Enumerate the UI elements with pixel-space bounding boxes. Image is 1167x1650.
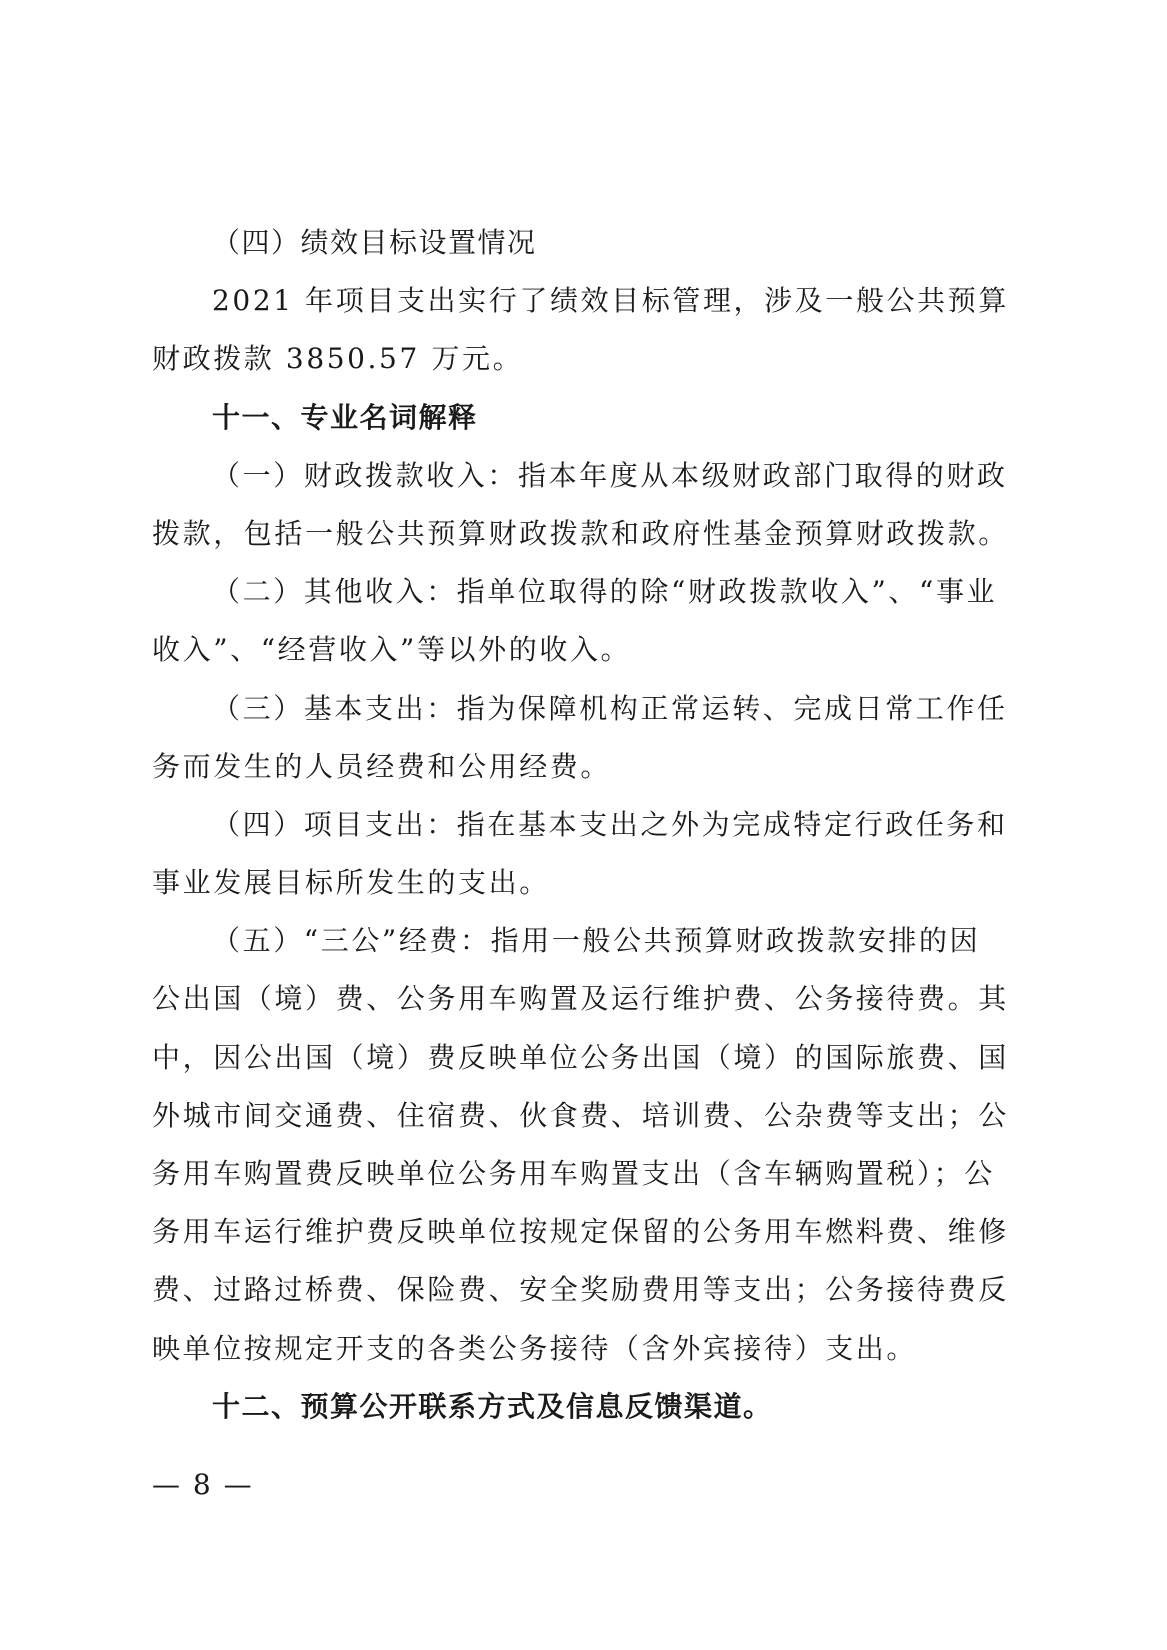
paragraph-line: 2021 年项目支出实行了绩效目标管理，涉及一般公共预算 <box>212 284 1009 318</box>
section-heading-performance-goals: （四）绩效目标设置情况 <box>212 226 537 259</box>
document-body <box>152 214 1022 1436</box>
paragraph-line: 务用车购置费反映单位公务用车购置支出（含车辆购置税）；公 <box>152 1157 995 1190</box>
paragraph-line: 拨款，包括一般公共预算财政拨款和政府性基金预算财政拨款。 <box>152 516 1009 550</box>
paragraph-line: （二）其他收入：指单位取得的除“财政拨款收入”、“事业 <box>212 575 998 609</box>
definition-project-expenditure <box>152 796 1022 912</box>
paragraph-line: 映单位按规定开支的各类公务接待（含外宾接待）支出。 <box>152 1331 918 1365</box>
paragraph-line: 外城市间交通费、住宿费、伙食费、培训费、公杂费等支出；公 <box>152 1098 1009 1132</box>
definition-basic-expenditure <box>152 680 1022 796</box>
paragraph-line: 收入”、“经营收入”等以外的收入。 <box>152 633 632 667</box>
definition-three-public-expenses <box>152 912 1022 1378</box>
paragraph-line: （三）基本支出：指为保障机构正常运转、完成日常工作任 <box>212 691 1008 725</box>
paragraph-line: （一）财政拨款收入：指本年度从本级财政部门取得的财政 <box>212 458 1008 492</box>
paragraph-line: 事业发展目标所发生的支出。 <box>152 866 550 900</box>
page-number: — 8 — <box>152 1468 254 1501</box>
paragraph-line: 财政拨款 3850.57 万元。 <box>152 342 524 376</box>
definition-fiscal-appropriation-income <box>152 447 1022 563</box>
definition-other-income <box>152 563 1022 679</box>
paragraph-line: 公出国（境）费、公务用车购置及运行维护费、公务接待费。其 <box>152 982 1009 1016</box>
paragraph-line: （四）项目支出：指在基本支出之外为完成特定行政任务和 <box>212 807 1008 841</box>
paragraph-line: 务用车运行维护费反映单位按规定保留的公务用车燃料费、维修 <box>152 1215 1009 1249</box>
paragraph-line: 费、过路过桥费、保险费、安全奖励费用等支出；公务接待费反 <box>152 1273 1009 1307</box>
paragraph-line: 中，因公出国（境）费反映单位公务出国（境）的国际旅费、国 <box>152 1040 1009 1074</box>
paragraph-line: （五）“三公”经费：指用一般公共预算财政拨款安排的因 <box>212 924 981 958</box>
paragraph-line: 务而发生的人员经费和公用经费。 <box>152 749 612 783</box>
section-heading-terminology: 十一、专业名词解释 <box>212 400 478 434</box>
section-heading-contact-feedback: 十二、预算公开联系方式及信息反馈渠道。 <box>212 1389 773 1423</box>
